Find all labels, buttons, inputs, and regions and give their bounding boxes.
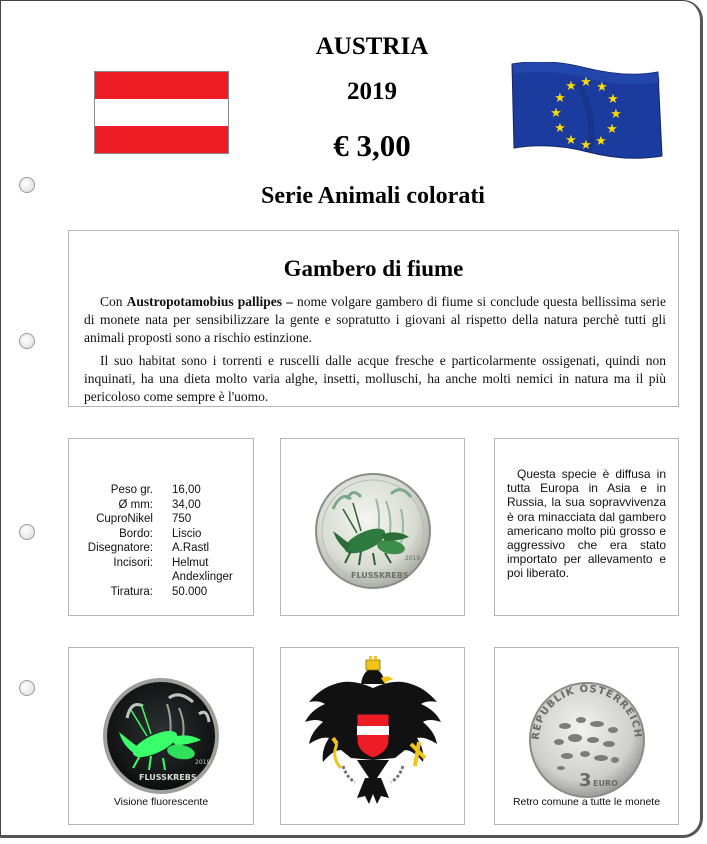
spec-row: Disegnatore: A.Rastl	[87, 542, 210, 554]
spec-row: Peso gr. 16,00	[110, 484, 201, 496]
spec-row: Bordo: Liscio	[119, 527, 202, 540]
binder-hole	[19, 524, 35, 540]
habitat-paragraph: Il suo habitat sono i torrenti e ruscelli dalle acque fresche e particolarmente ossigenati, quindi non inquinati, ha una dieta molto varia alghe, insetti, molluschi, ha anche molti nemici in natura ma il più pericoloso come sempre è l'uomo.	[84, 353, 666, 404]
binder-hole	[19, 680, 35, 696]
fluorescent-caption: Visione fluorescente	[113, 796, 209, 808]
coin-inscription: FLUSSKREBS	[139, 773, 197, 782]
currency-label: EURO	[593, 779, 618, 788]
coin-inscription: FLUSSKREBS	[351, 571, 409, 580]
binder-hole	[19, 333, 35, 349]
coin-reverse-box	[494, 647, 679, 825]
fluorescent-coin-box	[68, 647, 254, 825]
svg-text:★: ★	[554, 91, 566, 106]
spec-row: Ø mm: 34,00	[118, 498, 201, 511]
fluorescent-coin-icon	[69, 648, 255, 798]
svg-text:★: ★	[580, 75, 592, 90]
coin-year: 2019	[405, 555, 421, 562]
svg-text:★: ★	[596, 80, 608, 95]
species-note-box	[494, 438, 679, 616]
coat-of-arms-box	[280, 647, 465, 825]
description-box	[68, 230, 679, 407]
svg-text:★: ★	[554, 121, 566, 136]
austria-flag-icon	[94, 71, 229, 154]
scientific-name: Austropotamobius pallipes –	[126, 294, 293, 309]
spec-row: Tiratura: 50.000	[110, 585, 208, 598]
svg-text:★: ★	[565, 79, 577, 94]
face-value: € 3,00	[333, 128, 411, 163]
eu-flag-icon	[508, 62, 664, 162]
series-title: Serie Animali colorati	[261, 183, 485, 209]
reverse-coin-icon	[495, 648, 680, 798]
crayfish-coin-icon	[281, 439, 466, 617]
svg-text:★: ★	[606, 122, 618, 137]
coin-obverse-box	[280, 438, 465, 616]
country-title: AUSTRIA	[315, 33, 429, 60]
svg-text:★: ★	[610, 107, 622, 122]
spec-row: Incisori: Helmut	[113, 556, 209, 569]
svg-text:★: ★	[565, 133, 577, 148]
year-title: 2019	[347, 78, 397, 105]
binder-hole	[19, 177, 35, 193]
coin-year: 2019	[195, 759, 211, 766]
spec-row: Andexlinger	[172, 571, 233, 583]
svg-text:★: ★	[607, 92, 619, 107]
reverse-inscription: REPUBLIK ÖSTERREICH	[530, 683, 644, 741]
austrian-eagle-icon	[281, 648, 466, 826]
svg-text:★: ★	[595, 134, 607, 149]
spec-row: CuproNikel 750	[96, 513, 192, 525]
denomination: 3	[579, 770, 592, 791]
species-note: Questa specie è diffusa in tutta Europa in Asia e in Russia, la sua sopravvivenza è ora minacciata dal gambero americano molto più grosso e aggressivo che era stato importato per allevamento e poi liberato.	[507, 467, 666, 581]
species-title: Gambero di fiume	[283, 256, 464, 281]
reverse-caption: Retro comune a tutte le monete	[512, 796, 661, 808]
svg-text:★: ★	[550, 106, 562, 121]
intro-paragraph: Con Austropotamobius pallipes – nome volgare gambero di fiume si conclude questa bellissima serie di monete nata per sensibilizzare la gente e sopratutto i giovani al rispetto della natura perchè tutti gli animali proposti sono a rischio estinzione.	[84, 294, 666, 345]
svg-text:★: ★	[580, 138, 592, 153]
specs-box	[68, 438, 254, 616]
